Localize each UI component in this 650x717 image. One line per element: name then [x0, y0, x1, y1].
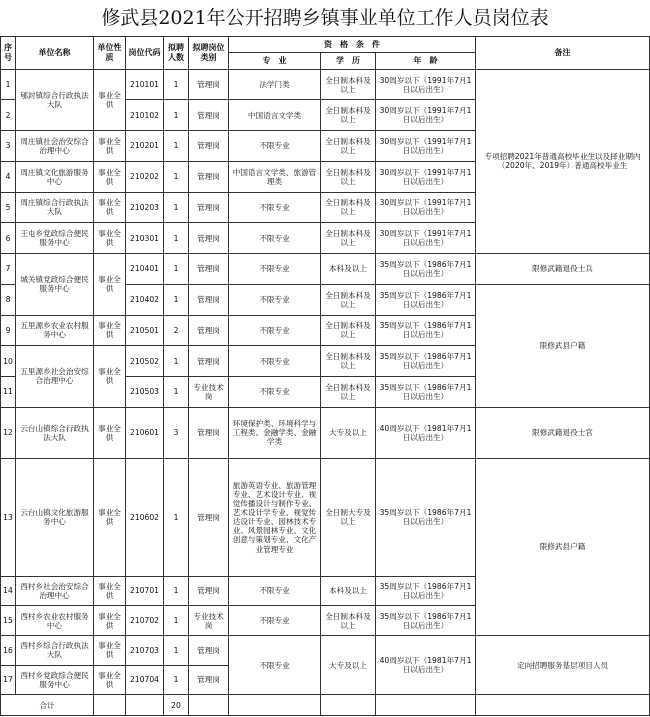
- cell-unit: 周庄镇文化旅游服务中心: [16, 161, 94, 192]
- cell-edu: 全日制本科及以上: [321, 223, 376, 254]
- cell-unit: 西村乡农业农村服务中心: [16, 606, 94, 636]
- header-conditions: 资 格 条 件: [229, 37, 476, 53]
- cell-num: 1: [164, 636, 189, 666]
- cell-age: 35周岁以下（1986年7月1日以后出生）: [376, 376, 476, 407]
- cell-major: 不限专业: [229, 315, 321, 346]
- cell-type: 管理岗: [189, 131, 229, 162]
- cell-age: 30周岁以下（1991年7月1日以后出生）: [376, 100, 476, 131]
- cell-seq: 5: [1, 192, 16, 223]
- cell-seq: 9: [1, 315, 16, 346]
- cell-age: 30周岁以下（1991年7月1日以后出生）: [376, 223, 476, 254]
- cell-code: 210201: [126, 131, 164, 162]
- cell-num: 1: [164, 665, 189, 695]
- header-note: 备注: [476, 37, 650, 70]
- cell-seq: 13: [1, 458, 16, 576]
- cell-num: 2: [164, 315, 189, 346]
- cell-seq: 8: [1, 284, 16, 315]
- cell-type: 管理岗: [189, 346, 229, 377]
- cell-edu: 全日制本科及以上: [321, 284, 376, 315]
- cell-major: 环境保护类、环境科学与工程类、金融学类、金融学类: [229, 407, 321, 458]
- cell-code: 210401: [126, 254, 164, 285]
- job-table: [0, 36, 650, 716]
- cell-seq: 15: [1, 606, 16, 636]
- cell-seq: 7: [1, 254, 16, 285]
- cell-nature: 事业全供: [94, 131, 126, 162]
- cell-age: 35周岁以下（1986年7月1日以后出生）: [376, 576, 476, 606]
- cell-unit: 五里源乡社会治安综合治理中心: [16, 346, 94, 407]
- cell-code: 210503: [126, 376, 164, 407]
- cell-note: 定向招聘服务基层项目人员: [476, 636, 650, 695]
- cell-major: 中国语言文学类、旅游管理类: [229, 161, 321, 192]
- total-empty: [476, 695, 650, 716]
- header-code: 岗位代码: [126, 37, 164, 70]
- cell-unit: 五里源乡农业农村服务中心: [16, 315, 94, 346]
- cell-num: 1: [164, 254, 189, 285]
- header-edu: 学 历: [321, 53, 376, 69]
- cell-unit: 城关镇党政综合便民服务中心: [16, 254, 94, 315]
- cell-num: 1: [164, 223, 189, 254]
- cell-type: 管理岗: [189, 223, 229, 254]
- total-label: 合计: [1, 695, 94, 716]
- cell-code: 210602: [126, 458, 164, 576]
- cell-note: 限修武籍退役士兵: [476, 254, 650, 285]
- cell-nature: 事业全供: [94, 346, 126, 407]
- cell-code: 210701: [126, 576, 164, 606]
- cell-unit: 西村乡社会治安综合治理中心: [16, 576, 94, 606]
- cell-type: 专业技术岗: [189, 606, 229, 636]
- cell-nature: 事业全供: [94, 606, 126, 636]
- cell-major: 不限专业: [229, 576, 321, 606]
- total-empty: [321, 695, 376, 716]
- cell-code: 210402: [126, 284, 164, 315]
- cell-major: 不限专业: [229, 606, 321, 636]
- cell-type: 管理岗: [189, 576, 229, 606]
- cell-num: 1: [164, 576, 189, 606]
- total-empty: [126, 695, 164, 716]
- cell-age: 35周岁以下（1986年7月1日以后出生）: [376, 458, 476, 576]
- cell-unit: 云台山镇文化旅游服务中心: [16, 458, 94, 576]
- cell-nature: 事业全供: [94, 407, 126, 458]
- cell-nature: 事业全供: [94, 223, 126, 254]
- total-empty: [94, 695, 126, 716]
- cell-type: 管理岗: [189, 315, 229, 346]
- cell-type: 管理岗: [189, 69, 229, 100]
- cell-seq: 17: [1, 665, 16, 695]
- cell-type: 管理岗: [189, 284, 229, 315]
- cell-major: 不限专业: [229, 254, 321, 285]
- cell-seq: 10: [1, 346, 16, 377]
- cell-age: 40周岁以下（1981年7月1日以后出生）: [376, 407, 476, 458]
- header-major: 专 业: [229, 53, 321, 69]
- cell-code: 210102: [126, 100, 164, 131]
- cell-age: 35周岁以下（1986年7月1日以后出生）: [376, 346, 476, 377]
- cell-unit: 西村乡综合行政执法大队: [16, 636, 94, 666]
- cell-note: 专项招聘2021年普通高校毕业生以及择业期内（2020年、2019年）普通高校毕业生: [476, 69, 650, 253]
- cell-age: 30周岁以下（1991年7月1日以后出生）: [376, 192, 476, 223]
- cell-code: 210502: [126, 346, 164, 377]
- cell-note: 限修武县户籍: [476, 458, 650, 635]
- header-type: 拟聘岗位类别: [189, 37, 229, 70]
- header-unit: 单位名称: [16, 37, 94, 70]
- cell-seq: 11: [1, 376, 16, 407]
- cell-num: 1: [164, 131, 189, 162]
- cell-age: 35周岁以下（1986年7月1日以后出生）: [376, 284, 476, 315]
- cell-seq: 16: [1, 636, 16, 666]
- cell-age: 30周岁以下（1991年7月1日以后出生）: [376, 131, 476, 162]
- cell-seq: 3: [1, 131, 16, 162]
- table-row: [1, 407, 650, 458]
- header-age: 年 龄: [376, 53, 476, 69]
- cell-type: 管理岗: [189, 407, 229, 458]
- cell-type: 管理岗: [189, 192, 229, 223]
- cell-age: 35周岁以下（1986年7月1日以后出生）: [376, 254, 476, 285]
- cell-num: 3: [164, 407, 189, 458]
- cell-major: 法学门类: [229, 69, 321, 100]
- cell-note: 限修武籍退役士官: [476, 407, 650, 458]
- cell-edu: 大专及以上: [321, 636, 376, 695]
- cell-major: 不限专业: [229, 284, 321, 315]
- cell-code: 210203: [126, 192, 164, 223]
- table-row: [1, 636, 650, 666]
- cell-edu: 全日制本科及以上: [321, 192, 376, 223]
- cell-nature: 事业全供: [94, 161, 126, 192]
- cell-edu: 全日制本科及以上: [321, 376, 376, 407]
- cell-edu: 全日制本科及以上: [321, 606, 376, 636]
- cell-edu: 本科及以上: [321, 576, 376, 606]
- cell-edu: 本科及以上: [321, 254, 376, 285]
- cell-major: 中国语言文学类: [229, 100, 321, 131]
- cell-nature: 事业全供: [94, 192, 126, 223]
- cell-edu: 全日制本科及以上: [321, 69, 376, 100]
- cell-seq: 1: [1, 69, 16, 100]
- cell-num: 1: [164, 192, 189, 223]
- total-empty: [376, 695, 476, 716]
- cell-type: 管理岗: [189, 100, 229, 131]
- cell-num: 1: [164, 100, 189, 131]
- cell-major: 不限专业: [229, 636, 321, 695]
- cell-age: 35周岁以下（1986年7月1日以后出生）: [376, 606, 476, 636]
- cell-num: 1: [164, 458, 189, 576]
- cell-num: 1: [164, 376, 189, 407]
- header-nature: 单位性质: [94, 37, 126, 70]
- cell-code: 210704: [126, 665, 164, 695]
- cell-major: 不限专业: [229, 223, 321, 254]
- cell-unit: 西村乡党政综合便民服务中心: [16, 665, 94, 695]
- cell-unit: 云台山镇综合行政执法大队: [16, 407, 94, 458]
- cell-edu: 全日制本科及以上: [321, 131, 376, 162]
- cell-unit: 周庄镇综合行政执法大队: [16, 192, 94, 223]
- total-empty: [229, 695, 321, 716]
- cell-seq: 4: [1, 161, 16, 192]
- cell-num: 1: [164, 346, 189, 377]
- cell-edu: 全日制本科及以上: [321, 100, 376, 131]
- cell-code: 210703: [126, 636, 164, 666]
- cell-type: 管理岗: [189, 254, 229, 285]
- cell-major: 不限专业: [229, 376, 321, 407]
- cell-code: 210702: [126, 606, 164, 636]
- cell-nature: 事业全供: [94, 315, 126, 346]
- cell-major: 不限专业: [229, 192, 321, 223]
- cell-nature: 事业全供: [94, 69, 126, 130]
- cell-num: 1: [164, 606, 189, 636]
- cell-major: 不限专业: [229, 131, 321, 162]
- table-row: [1, 69, 650, 100]
- cell-seq: 14: [1, 576, 16, 606]
- cell-age: 30周岁以下（1991年7月1日以后出生）: [376, 161, 476, 192]
- cell-code: 210101: [126, 69, 164, 100]
- cell-note: 限修武县户籍: [476, 284, 650, 407]
- cell-type: 管理岗: [189, 636, 229, 666]
- cell-type: 管理岗: [189, 161, 229, 192]
- cell-age: 40周岁以下（1981年7月1日以后出生）: [376, 636, 476, 695]
- cell-unit: 周庄镇社会治安综合治理中心: [16, 131, 94, 162]
- cell-type: 管理岗: [189, 665, 229, 695]
- header-seq: 序号: [1, 37, 16, 70]
- cell-seq: 12: [1, 407, 16, 458]
- table-row: [1, 254, 650, 285]
- cell-num: 1: [164, 69, 189, 100]
- cell-major: 不限专业: [229, 346, 321, 377]
- cell-seq: 2: [1, 100, 16, 131]
- page-title: 修武县2021年公开招聘乡镇事业单位工作人员岗位表: [101, 7, 549, 29]
- cell-num: 1: [164, 161, 189, 192]
- cell-age: 35周岁以下（1986年7月1日以后出生）: [376, 315, 476, 346]
- cell-code: 210301: [126, 223, 164, 254]
- cell-code: 210501: [126, 315, 164, 346]
- cell-nature: 事业全供: [94, 665, 126, 695]
- cell-type: 专业技术岗: [189, 376, 229, 407]
- cell-code: 210202: [126, 161, 164, 192]
- cell-seq: 6: [1, 223, 16, 254]
- cell-edu: 全日制本科及以上: [321, 346, 376, 377]
- cell-nature: 事业全供: [94, 636, 126, 666]
- cell-edu: 全日制大专及以上: [321, 458, 376, 576]
- cell-num: 1: [164, 284, 189, 315]
- cell-unit: 王屯乡党政综合便民服务中心: [16, 223, 94, 254]
- cell-major: 旅游英语专业、旅游管理专业、艺术设计专业、视觉传播设计与制作专业、艺术设计学专业、视觉传达设计专业、园林技术专业、风景园林专业、文化创意与策划专业、文化产业管理专业: [229, 458, 321, 576]
- cell-edu: 全日制本科及以上: [321, 315, 376, 346]
- cell-nature: 事业全供: [94, 254, 126, 315]
- cell-edu: 大专及以上: [321, 407, 376, 458]
- cell-type: 管理岗: [189, 458, 229, 576]
- header-num: 拟聘人数: [164, 37, 189, 70]
- total-empty: [189, 695, 229, 716]
- table-row: [1, 458, 650, 576]
- cell-nature: 事业全供: [94, 576, 126, 606]
- total-num: 20: [164, 695, 189, 716]
- total-row: [1, 695, 650, 716]
- cell-unit: 郇封镇综合行政执法大队: [16, 69, 94, 130]
- cell-code: 210601: [126, 407, 164, 458]
- cell-edu: 全日制本科及以上: [321, 161, 376, 192]
- cell-nature: 事业全供: [94, 458, 126, 576]
- cell-age: 30周岁以下（1991年7月1日以后出生）: [376, 69, 476, 100]
